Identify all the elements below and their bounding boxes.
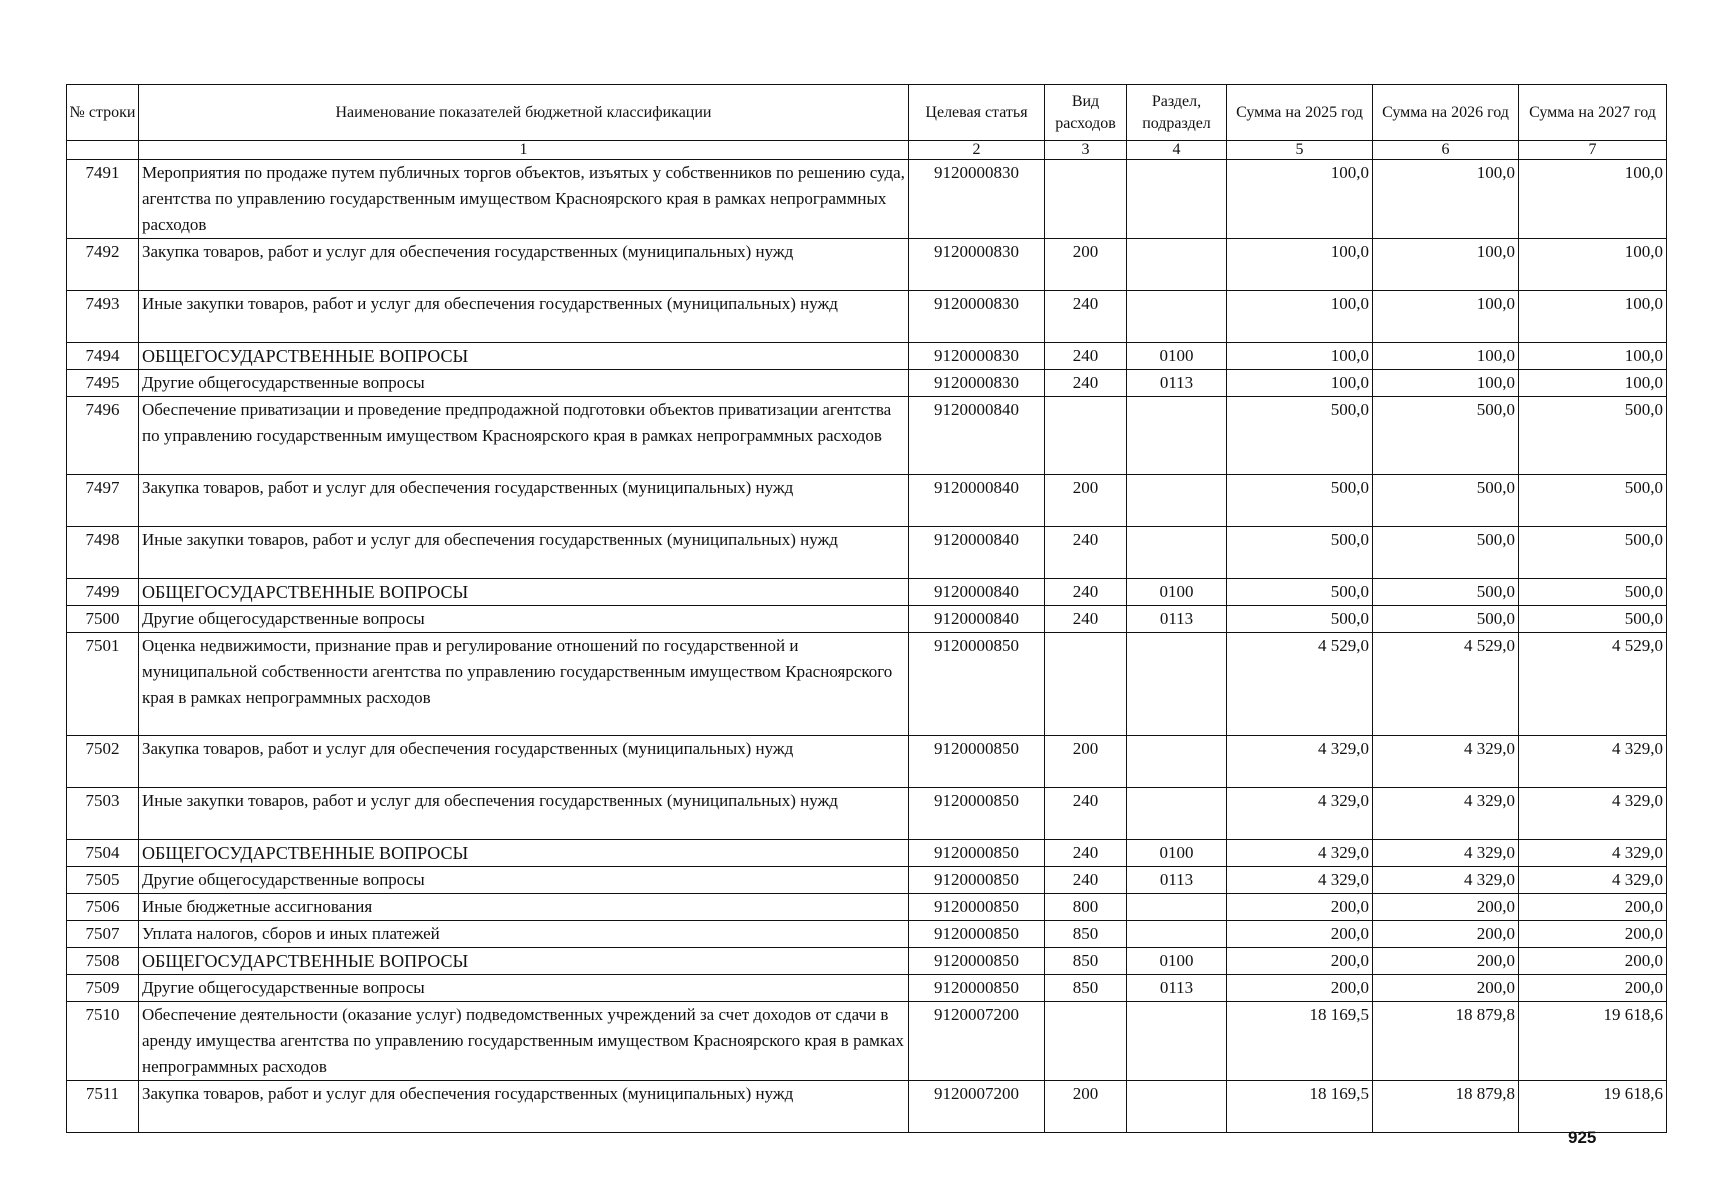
row-name: Другие общегосударственные вопросы [139,867,909,894]
row-razdel [1127,291,1227,343]
row-sum-2025: 18 169,5 [1227,1081,1373,1133]
row-vid: 200 [1045,475,1127,527]
row-razdel [1127,1081,1227,1133]
row-name: Оценка недвижимости, признание прав и регулирование отношений по государственной и муниципальной собственности агентства по управлению государственным имуществом Красноярского края в рамках непрограммных расходов [139,633,909,736]
row-vid [1045,397,1127,475]
row-razdel [1127,921,1227,948]
row-target-code: 9120000850 [909,633,1045,736]
row-vid: 850 [1045,975,1127,1002]
row-sum-2025: 18 169,5 [1227,1002,1373,1081]
row-vid: 200 [1045,1081,1127,1133]
row-target-code: 9120000850 [909,736,1045,788]
row-sum-2026: 100,0 [1373,370,1519,397]
row-name: Иные закупки товаров, работ и услуг для обеспечения государственных (муниципальных) нужд [139,788,909,840]
table-body [67,160,1667,1133]
row-target-code: 9120000830 [909,343,1045,370]
row-number: 7506 [67,894,139,921]
row-sum-2026: 100,0 [1373,291,1519,343]
row-vid: 240 [1045,840,1127,867]
row-sum-2027: 4 529,0 [1519,633,1667,736]
row-sum-2027: 4 329,0 [1519,788,1667,840]
table-row [67,291,1667,343]
row-vid [1045,1002,1127,1081]
row-sum-2027: 500,0 [1519,606,1667,633]
row-sum-2025: 500,0 [1227,397,1373,475]
row-razdel [1127,894,1227,921]
table-row [67,475,1667,527]
row-number: 7511 [67,1081,139,1133]
row-target-code: 9120000840 [909,606,1045,633]
row-sum-2025: 200,0 [1227,921,1373,948]
row-sum-2027: 200,0 [1519,975,1667,1002]
row-sum-2027: 4 329,0 [1519,867,1667,894]
row-sum-2025: 500,0 [1227,475,1373,527]
row-sum-2027: 500,0 [1519,475,1667,527]
row-sum-2025: 200,0 [1227,894,1373,921]
column-number: 3 [1045,141,1127,160]
header-row-no: № строки [67,85,139,141]
row-razdel: 0100 [1127,840,1227,867]
row-sum-2025: 100,0 [1227,239,1373,291]
row-sum-2025: 500,0 [1227,606,1373,633]
table-row [67,239,1667,291]
row-target-code: 9120000830 [909,370,1045,397]
row-razdel [1127,736,1227,788]
row-sum-2027: 19 618,6 [1519,1081,1667,1133]
row-razdel: 0100 [1127,343,1227,370]
row-name: ОБЩЕГОСУДАРСТВЕННЫЕ ВОПРОСЫ [139,948,909,975]
column-number: 4 [1127,141,1227,160]
header-target: Целевая статья [909,85,1045,141]
row-target-code: 9120000850 [909,788,1045,840]
row-sum-2027: 200,0 [1519,894,1667,921]
row-sum-2026: 100,0 [1373,343,1519,370]
row-sum-2026: 4 529,0 [1373,633,1519,736]
row-name: Уплата налогов, сборов и иных платежей [139,921,909,948]
row-sum-2027: 500,0 [1519,397,1667,475]
table-row [67,606,1667,633]
table-row [67,527,1667,579]
row-razdel: 0100 [1127,948,1227,975]
row-target-code: 9120000840 [909,397,1045,475]
table-row [67,736,1667,788]
row-sum-2027: 100,0 [1519,160,1667,239]
row-number: 7503 [67,788,139,840]
row-sum-2025: 200,0 [1227,975,1373,1002]
row-sum-2025: 100,0 [1227,370,1373,397]
row-vid: 850 [1045,948,1127,975]
row-vid [1045,633,1127,736]
row-target-code: 9120000830 [909,239,1045,291]
row-name: Мероприятия по продаже путем публичных торгов объектов, изъятых у собственников по решению суда, агентства по управлению государственным имуществом Красноярского края в рамках непрограммных расходов [139,160,909,239]
row-razdel: 0113 [1127,975,1227,1002]
row-sum-2026: 500,0 [1373,397,1519,475]
row-sum-2026: 18 879,8 [1373,1002,1519,1081]
row-name: Иные закупки товаров, работ и услуг для обеспечения государственных (муниципальных) нужд [139,527,909,579]
row-sum-2025: 4 329,0 [1227,736,1373,788]
row-target-code: 9120000840 [909,527,1045,579]
row-number: 7509 [67,975,139,1002]
row-sum-2025: 4 329,0 [1227,867,1373,894]
row-razdel: 0113 [1127,370,1227,397]
row-sum-2027: 100,0 [1519,291,1667,343]
row-vid: 240 [1045,579,1127,606]
row-vid: 240 [1045,370,1127,397]
row-sum-2025: 4 329,0 [1227,840,1373,867]
row-razdel [1127,239,1227,291]
table-row [67,975,1667,1002]
row-razdel: 0113 [1127,606,1227,633]
table-row [67,633,1667,736]
row-sum-2027: 500,0 [1519,527,1667,579]
table-row [67,788,1667,840]
row-vid: 800 [1045,894,1127,921]
row-vid: 240 [1045,788,1127,840]
row-target-code: 9120007200 [909,1081,1045,1133]
row-number: 7502 [67,736,139,788]
row-number: 7504 [67,840,139,867]
header-sum-2025: Сумма на 2025 год [1227,85,1373,141]
row-sum-2025: 100,0 [1227,291,1373,343]
table-row [67,867,1667,894]
row-target-code: 9120000830 [909,160,1045,239]
row-name: Другие общегосударственные вопросы [139,370,909,397]
row-number: 7492 [67,239,139,291]
row-sum-2026: 200,0 [1373,975,1519,1002]
table-header [67,85,1667,160]
row-vid: 240 [1045,606,1127,633]
row-target-code: 9120000850 [909,867,1045,894]
row-sum-2025: 500,0 [1227,527,1373,579]
row-number: 7497 [67,475,139,527]
table-row [67,370,1667,397]
row-razdel [1127,475,1227,527]
column-number: 6 [1373,141,1519,160]
row-razdel: 0113 [1127,867,1227,894]
row-name: ОБЩЕГОСУДАРСТВЕННЫЕ ВОПРОСЫ [139,343,909,370]
row-target-code: 9120000850 [909,840,1045,867]
row-target-code: 9120000850 [909,894,1045,921]
row-sum-2025: 100,0 [1227,343,1373,370]
header-sum-2027: Сумма на 2027 год [1519,85,1667,141]
row-number: 7508 [67,948,139,975]
table-row [67,1002,1667,1081]
row-number: 7507 [67,921,139,948]
row-sum-2025: 100,0 [1227,160,1373,239]
row-sum-2027: 4 329,0 [1519,840,1667,867]
table-row [67,579,1667,606]
row-sum-2026: 500,0 [1373,527,1519,579]
row-razdel [1127,788,1227,840]
column-number: 1 [139,141,909,160]
row-sum-2026: 500,0 [1373,606,1519,633]
row-number: 7496 [67,397,139,475]
row-sum-2025: 4 329,0 [1227,788,1373,840]
row-sum-2027: 19 618,6 [1519,1002,1667,1081]
row-name: Другие общегосударственные вопросы [139,975,909,1002]
row-vid: 850 [1045,921,1127,948]
page-number: 925 [1568,1128,1597,1147]
row-number: 7505 [67,867,139,894]
row-sum-2026: 4 329,0 [1373,736,1519,788]
row-name: ОБЩЕГОСУДАРСТВЕННЫЕ ВОПРОСЫ [139,579,909,606]
header-razdel: Раздел, подраздел [1127,85,1227,141]
row-target-code: 9120007200 [909,1002,1045,1081]
row-number: 7500 [67,606,139,633]
budget-table [66,84,1667,1133]
row-sum-2027: 4 329,0 [1519,736,1667,788]
row-razdel [1127,397,1227,475]
row-number: 7495 [67,370,139,397]
row-sum-2026: 200,0 [1373,948,1519,975]
table-row [67,948,1667,975]
row-vid: 240 [1045,867,1127,894]
row-vid: 240 [1045,343,1127,370]
row-name: Закупка товаров, работ и услуг для обеспечения государственных (муниципальных) нужд [139,239,909,291]
table-row [67,343,1667,370]
row-name: Иные бюджетные ассигнования [139,894,909,921]
row-sum-2026: 4 329,0 [1373,840,1519,867]
row-sum-2026: 4 329,0 [1373,867,1519,894]
row-name: Закупка товаров, работ и услуг для обеспечения государственных (муниципальных) нужд [139,736,909,788]
table-row [67,160,1667,239]
row-sum-2026: 100,0 [1373,160,1519,239]
column-number: 5 [1227,141,1373,160]
column-number [67,141,139,160]
row-sum-2026: 4 329,0 [1373,788,1519,840]
row-name: Иные закупки товаров, работ и услуг для обеспечения государственных (муниципальных) нужд [139,291,909,343]
row-sum-2026: 100,0 [1373,239,1519,291]
row-razdel [1127,160,1227,239]
row-sum-2027: 100,0 [1519,343,1667,370]
table-row [67,894,1667,921]
row-name: Закупка товаров, работ и услуг для обеспечения государственных (муниципальных) нужд [139,475,909,527]
table-row [67,921,1667,948]
table-row [67,397,1667,475]
row-target-code: 9120000840 [909,579,1045,606]
row-sum-2027: 100,0 [1519,239,1667,291]
row-sum-2026: 200,0 [1373,921,1519,948]
table-row [67,840,1667,867]
row-vid: 240 [1045,527,1127,579]
row-razdel [1127,527,1227,579]
row-number: 7501 [67,633,139,736]
row-sum-2025: 200,0 [1227,948,1373,975]
row-target-code: 9120000850 [909,921,1045,948]
row-name: Закупка товаров, работ и услуг для обеспечения государственных (муниципальных) нужд [139,1081,909,1133]
row-number: 7493 [67,291,139,343]
row-target-code: 9120000830 [909,291,1045,343]
row-number: 7491 [67,160,139,239]
row-number: 7498 [67,527,139,579]
row-vid: 200 [1045,239,1127,291]
row-name: Обеспечение приватизации и проведение предпродажной подготовки объектов приватизации агентства по управлению государственным имуществом Красноярского края в рамках непрограммных расходов [139,397,909,475]
row-target-code: 9120000850 [909,975,1045,1002]
row-name: Обеспечение деятельности (оказание услуг) подведомственных учреждений за счет доходов от сдачи в аренду имущества агентства по управлению государственным имуществом Красноярского края в рамках непрограммных расходов [139,1002,909,1081]
row-sum-2025: 500,0 [1227,579,1373,606]
header-vid: Вид расходов [1045,85,1127,141]
row-sum-2026: 18 879,8 [1373,1081,1519,1133]
header-sum-2026: Сумма на 2026 год [1373,85,1519,141]
column-number: 2 [909,141,1045,160]
column-number: 7 [1519,141,1667,160]
row-vid: 240 [1045,291,1127,343]
row-razdel: 0100 [1127,579,1227,606]
row-sum-2027: 200,0 [1519,948,1667,975]
row-sum-2026: 200,0 [1373,894,1519,921]
row-sum-2027: 100,0 [1519,370,1667,397]
row-razdel [1127,1002,1227,1081]
row-vid: 200 [1045,736,1127,788]
row-vid [1045,160,1127,239]
row-sum-2025: 4 529,0 [1227,633,1373,736]
row-target-code: 9120000850 [909,948,1045,975]
row-sum-2026: 500,0 [1373,579,1519,606]
row-number: 7499 [67,579,139,606]
row-target-code: 9120000840 [909,475,1045,527]
row-razdel [1127,633,1227,736]
row-number: 7510 [67,1002,139,1081]
row-name: Другие общегосударственные вопросы [139,606,909,633]
header-name: Наименование показателей бюджетной классификации [139,85,909,141]
row-sum-2026: 500,0 [1373,475,1519,527]
row-sum-2027: 500,0 [1519,579,1667,606]
table-row [67,1081,1667,1133]
row-name: ОБЩЕГОСУДАРСТВЕННЫЕ ВОПРОСЫ [139,840,909,867]
row-number: 7494 [67,343,139,370]
row-sum-2027: 200,0 [1519,921,1667,948]
